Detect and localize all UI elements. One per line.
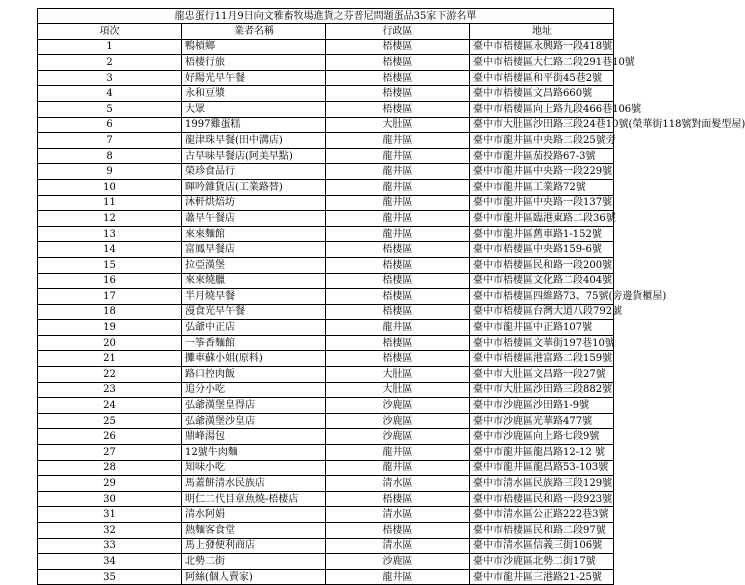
table-row	[38, 304, 614, 320]
cell-name: 龍津珠早餐(田中溝店)	[182, 133, 326, 149]
cell-district: 龍井區	[326, 148, 470, 164]
cell-district: 梧棲區	[326, 273, 470, 289]
cell-no: 20	[38, 335, 182, 351]
cell-address: 臺中市梧棲區永興路一段418號	[470, 39, 614, 55]
cell-district: 沙鹿區	[326, 554, 470, 570]
table-row	[38, 273, 614, 289]
cell-address: 臺中市沙鹿區光華路477號	[470, 413, 614, 429]
cell-address: 臺中市梧棲區文化路二段404號	[470, 273, 614, 289]
cell-district: 清水區	[326, 538, 470, 554]
cell-address: 臺中市清水區民族路三段129號	[470, 476, 614, 492]
cell-district: 龍井區	[326, 460, 470, 476]
cell-name: 一筝香麵館	[182, 335, 326, 351]
table-row	[38, 382, 614, 398]
table-row	[38, 429, 614, 445]
cell-district: 大肚區	[326, 367, 470, 383]
cell-district: 梧棲區	[326, 55, 470, 71]
cell-no: 31	[38, 507, 182, 523]
cell-address: 臺中市龍井區中央路一段137號	[470, 195, 614, 211]
table-row	[38, 242, 614, 258]
cell-address: 臺中市龍井區臨港東路二段36號	[470, 211, 614, 227]
table-row	[38, 164, 614, 180]
cell-no: 29	[38, 476, 182, 492]
cell-address: 臺中市龍井區中央路一段229號	[470, 164, 614, 180]
cell-district: 沙鹿區	[326, 429, 470, 445]
table-row	[38, 86, 614, 102]
cell-name: 富鳳早餐店	[182, 242, 326, 258]
cell-no: 18	[38, 304, 182, 320]
table-body	[38, 39, 745, 585]
cell-name: 半月燒早餐	[182, 289, 326, 305]
cell-no: 8	[38, 148, 182, 164]
cell-name: 大眾	[182, 101, 326, 117]
cell-no: 6	[38, 117, 182, 133]
cell-name: 鴨槓鄉	[182, 39, 326, 55]
cell-no: 13	[38, 226, 182, 242]
cell-no: 3	[38, 70, 182, 86]
table-row	[38, 507, 614, 523]
cell-no: 9	[38, 164, 182, 180]
cell-address: 臺中市梧棲區和平街45巷2號	[470, 70, 614, 86]
cell-district: 梧棲區	[326, 523, 470, 539]
cell-district: 梧棲區	[326, 242, 470, 258]
cell-name: 阿絲(個人賣家)	[182, 569, 326, 585]
cell-no: 16	[38, 273, 182, 289]
cell-no: 12	[38, 211, 182, 227]
cell-district: 梧棲區	[326, 101, 470, 117]
cell-address: 臺中市龍井區茄投路67-3號	[470, 148, 614, 164]
cell-address: 臺中市龍井區三港路21-25號	[470, 569, 614, 585]
cell-name: 熱麵客食堂	[182, 523, 326, 539]
cell-address: 臺中市梧棲區文昌路660號	[470, 86, 614, 102]
cell-no: 34	[38, 554, 182, 570]
table-title: 龍忠蛋行11月9日向文雅畜牧場進貨之芬普尼問題蛋品35家下游名單	[38, 9, 614, 24]
cell-name: 好陽光早午餐	[182, 70, 326, 86]
cell-district: 龍井區	[326, 179, 470, 195]
cell-district: 梧棲區	[326, 86, 470, 102]
table-row	[38, 413, 614, 429]
cell-name: 1997雞蛋糕	[182, 117, 326, 133]
cell-no: 23	[38, 382, 182, 398]
header-row	[38, 24, 614, 40]
table-row	[38, 70, 614, 86]
cell-name: 來來麵館	[182, 226, 326, 242]
cell-district: 龍井區	[326, 445, 470, 461]
cell-no: 11	[38, 195, 182, 211]
cell-address: 臺中市梧棲區港富路二段159號	[470, 351, 614, 367]
table-row	[38, 398, 614, 414]
header-address: 地址	[470, 24, 614, 40]
cell-no: 24	[38, 398, 182, 414]
cell-name: 來來燒臘	[182, 273, 326, 289]
cell-address: 臺中市清水區公正路222巷3號	[470, 507, 614, 523]
cell-district: 龍井區	[326, 133, 470, 149]
table-row	[38, 460, 614, 476]
cell-address: 臺中市梧棲區台灣大道八段792號	[470, 304, 614, 320]
table-row	[38, 289, 614, 305]
table-row	[38, 226, 614, 242]
cell-address: 臺中市梧棲區大仁路二段291巷10號	[470, 55, 614, 71]
table-row	[38, 445, 614, 461]
cell-name: 12號牛肉麵	[182, 445, 326, 461]
table-row	[38, 491, 614, 507]
table-row	[38, 320, 614, 336]
header-name: 業者名稱	[182, 24, 326, 40]
cell-district: 龍井區	[326, 164, 470, 180]
cell-address: 臺中市沙鹿區沙田路1-9號	[470, 398, 614, 414]
header-district: 行政區	[326, 24, 470, 40]
cell-no: 35	[38, 569, 182, 585]
table-row	[38, 569, 614, 585]
cell-district: 龍井區	[326, 569, 470, 585]
cell-address: 臺中市龍井區工業路72號	[470, 179, 614, 195]
cell-address: 臺中市大肚區文昌路一段27號	[470, 367, 614, 383]
cell-no: 21	[38, 351, 182, 367]
cell-name: 馬蓋餅清水民族店	[182, 476, 326, 492]
cell-no: 17	[38, 289, 182, 305]
cell-address: 臺中市龍井區中央路二段25號旁	[470, 133, 614, 149]
table-row	[38, 39, 614, 55]
cell-address: 臺中市龍井區中正路107號	[470, 320, 614, 336]
cell-name: 古早味早餐店(阿美早點)	[182, 148, 326, 164]
cell-name: 暉吟雜貨店(工業路替)	[182, 179, 326, 195]
cell-address: 臺中市梧棲區文華街197巷10號	[470, 335, 614, 351]
cell-district: 大肚區	[326, 117, 470, 133]
cell-address: 臺中市清水區信義三街106號	[470, 538, 614, 554]
cell-name: 蕭早午餐店	[182, 211, 326, 227]
supplier-list-table	[37, 8, 745, 585]
cell-address: 臺中市大肚區沙田路三段882號	[470, 382, 614, 398]
cell-address: 臺中市龍井區龍昌路53-103號	[470, 460, 614, 476]
cell-name: 拉亞漢堡	[182, 257, 326, 273]
cell-district: 龍井區	[326, 226, 470, 242]
cell-district: 梧棲區	[326, 335, 470, 351]
cell-name: 弘爺漢堡沙皇店	[182, 413, 326, 429]
cell-no: 33	[38, 538, 182, 554]
table-row	[38, 351, 614, 367]
cell-name: 路口控肉飯	[182, 367, 326, 383]
table-row	[38, 148, 614, 164]
cell-district: 梧棲區	[326, 257, 470, 273]
cell-address: 臺中市梧棲區中央路159-6號	[470, 242, 614, 258]
cell-name: 攤車蘇小姐(原料)	[182, 351, 326, 367]
table-row	[38, 476, 614, 492]
cell-no: 15	[38, 257, 182, 273]
cell-district: 梧棲區	[326, 351, 470, 367]
table-row	[38, 538, 614, 554]
cell-name: 沐軒烘焙坊	[182, 195, 326, 211]
cell-no: 7	[38, 133, 182, 149]
cell-no: 4	[38, 86, 182, 102]
table-row	[38, 367, 614, 383]
table-row	[38, 554, 614, 570]
cell-no: 22	[38, 367, 182, 383]
cell-district: 梧棲區	[326, 304, 470, 320]
cell-address: 臺中市梧棲區民和路一段200號	[470, 257, 614, 273]
cell-address: 臺中市龍井區舊車路1-152號	[470, 226, 614, 242]
cell-district: 梧棲區	[326, 39, 470, 55]
cell-district: 沙鹿區	[326, 413, 470, 429]
cell-district: 梧棲區	[326, 491, 470, 507]
cell-no: 30	[38, 491, 182, 507]
cell-name: 明仁二代目章魚燒-梧棲店	[182, 491, 326, 507]
cell-name: 追分小吃	[182, 382, 326, 398]
cell-address: 臺中市梧棲區民和路一段923號	[470, 491, 614, 507]
table-row	[38, 55, 614, 71]
cell-no: 10	[38, 179, 182, 195]
cell-district: 梧棲區	[326, 70, 470, 86]
cell-no: 1	[38, 39, 182, 55]
header-no: 項次	[38, 24, 182, 40]
cell-no: 5	[38, 101, 182, 117]
cell-name: 弘爺漢堡皇得店	[182, 398, 326, 414]
cell-district: 龍井區	[326, 211, 470, 227]
cell-no: 19	[38, 320, 182, 336]
cell-address: 臺中市梧棲區四維路73、75號(旁邊貨櫃屋)	[470, 289, 614, 305]
cell-name: 北勢二街	[182, 554, 326, 570]
table-row	[38, 133, 614, 149]
cell-name: 弘爺中正店	[182, 320, 326, 336]
cell-no: 28	[38, 460, 182, 476]
cell-name: 梧棲行旅	[182, 55, 326, 71]
cell-address: 臺中市梧棲區民和路二段97號	[470, 523, 614, 539]
cell-address: 臺中市龍井區龍昌路12-12 號	[470, 445, 614, 461]
table-row	[38, 101, 614, 117]
cell-district: 清水區	[326, 476, 470, 492]
table-row	[38, 179, 614, 195]
table-row	[38, 523, 614, 539]
cell-address: 臺中市大肚區沙田路三段24巷10號(榮華街118號對面髮型屋)	[470, 117, 614, 133]
table-row	[38, 195, 614, 211]
cell-no: 14	[38, 242, 182, 258]
cell-district: 大肚區	[326, 382, 470, 398]
cell-name: 鼎峰湯包	[182, 429, 326, 445]
table-row	[38, 335, 614, 351]
cell-name: 清水阿娟	[182, 507, 326, 523]
cell-district: 龍井區	[326, 320, 470, 336]
cell-no: 27	[38, 445, 182, 461]
cell-name: 知味小吃	[182, 460, 326, 476]
table-row	[38, 257, 614, 273]
cell-no: 32	[38, 523, 182, 539]
cell-district: 沙鹿區	[326, 398, 470, 414]
cell-no: 2	[38, 55, 182, 71]
cell-name: 漫食光早午餐	[182, 304, 326, 320]
cell-name: 榮珍食品行	[182, 164, 326, 180]
table-row	[38, 211, 614, 227]
cell-no: 26	[38, 429, 182, 445]
cell-district: 龍井區	[326, 195, 470, 211]
cell-name: 馬上發便利商店	[182, 538, 326, 554]
cell-address: 臺中市沙鹿區向上路七段9號	[470, 429, 614, 445]
table-row	[38, 117, 614, 133]
cell-district: 梧棲區	[326, 289, 470, 305]
cell-district: 清水區	[326, 507, 470, 523]
cell-address: 臺中市沙鹿區北勢二街17號	[470, 554, 614, 570]
cell-name: 永和豆漿	[182, 86, 326, 102]
cell-no: 25	[38, 413, 182, 429]
cell-address: 臺中市梧棲區向上路九段466巷106號	[470, 101, 614, 117]
